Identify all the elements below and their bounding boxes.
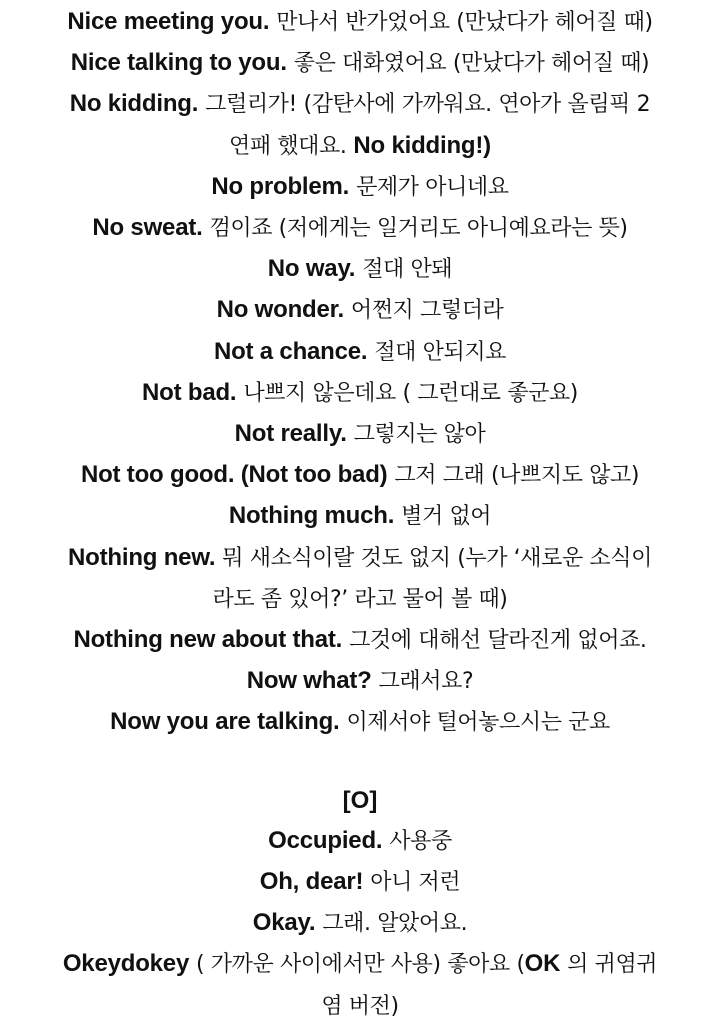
phrase-korean: 껌이죠 (저에게는 일거리도 아니예요라는 뜻)	[209, 216, 628, 242]
phrase-korean: 그래. 알았어요.	[322, 911, 468, 937]
phrase-korean: 문제가 아니네요	[356, 174, 509, 200]
section-o-list	[0, 821, 720, 1027]
phrase-line	[0, 496, 720, 537]
phrase-line	[0, 903, 720, 944]
phrase-line	[0, 661, 720, 702]
phrase-line	[0, 84, 720, 125]
phrase-line	[0, 2, 720, 43]
phrase-line	[0, 862, 720, 903]
phrase-line-continued	[0, 579, 720, 620]
phrase-korean: 나쁘지 않은데요 ( 그런대로 좋군요)	[243, 380, 578, 406]
phrase-korean: 그래서요?	[378, 669, 474, 695]
phrase-english: Nothing new.	[68, 543, 216, 571]
phrase-korean: 그것에 대해선 달라진게 없어죠.	[349, 628, 647, 654]
phrase-korean: ( 가까운 사이에서만 사용) 좋아요 (	[196, 952, 525, 978]
phrase-line	[0, 249, 720, 290]
phrase-english: No sweat.	[92, 214, 203, 242]
phrase-english: Nice talking to you.	[70, 49, 287, 77]
section-n-list	[0, 2, 720, 744]
phrase-korean: 라도 좀 있어?’ 라고 물어 볼 때)	[212, 586, 508, 612]
phrase-korean: 절대 안돼	[362, 257, 453, 283]
phrase-english: Not a chance.	[213, 337, 368, 365]
phrase-english: Occupied.	[268, 826, 383, 854]
phrase-line	[0, 620, 720, 661]
phrase-english: Now what?	[246, 667, 372, 695]
phrase-english: Okay.	[252, 909, 316, 937]
phrase-korean-tail: 의 귀염귀	[567, 952, 658, 978]
phrase-english-tail: OK	[524, 950, 561, 978]
phrase-english: Nice meeting you.	[67, 8, 270, 35]
phrase-line	[0, 373, 720, 414]
phrase-english: Okeydokey	[62, 950, 190, 978]
phrase-line	[0, 208, 720, 249]
phrase-korean: 이제서야 털어놓으시는 군요	[346, 710, 610, 736]
phrase-english: Not bad.	[142, 378, 237, 406]
phrase-line	[0, 167, 720, 208]
phrase-line	[0, 43, 720, 84]
phrase-korean: 연패 했대요.	[229, 133, 347, 159]
phrase-line	[0, 538, 720, 579]
phrase-english: Nothing much.	[228, 502, 395, 530]
phrase-line	[0, 332, 720, 373]
phrase-english: No wonder.	[216, 296, 344, 324]
phrase-english: Not really.	[234, 420, 347, 448]
phrase-line	[0, 414, 720, 455]
phrase-english: Oh, dear!	[259, 868, 364, 896]
phrase-korean: 그저 그래 (나쁘지도 않고)	[394, 463, 640, 489]
phrase-english-tail: No kidding!)	[353, 131, 491, 159]
phrase-line	[0, 702, 720, 743]
phrase-korean: 어쩐지 그렇더라	[350, 298, 504, 324]
phrase-english: Not too good. (Not too bad)	[80, 461, 388, 489]
phrase-korean: 그럴리가! (감탄사에 가까워요. 연아가 올림픽 2	[205, 92, 651, 118]
phrase-korean: 만나서 반가었어요 (만났다가 헤어질 때)	[276, 10, 653, 35]
phrase-english: Nothing new about that.	[73, 626, 343, 654]
phrase-korean: 그렇지는 않아	[353, 422, 486, 448]
phrase-korean: 절대 안되지요	[374, 339, 507, 365]
section-o-heading: [O]	[342, 786, 378, 814]
phrase-english: Now you are talking.	[110, 708, 340, 736]
phrase-line	[0, 455, 720, 496]
phrase-english: No kidding.	[69, 90, 199, 118]
phrase-english: No way.	[267, 255, 356, 283]
phrase-line	[0, 290, 720, 331]
phrase-line	[0, 821, 720, 862]
phrase-english: No problem.	[211, 172, 350, 200]
phrase-korean: 염 버전)	[321, 993, 399, 1019]
phrase-line-continued	[0, 986, 720, 1027]
phrase-korean: 별거 없어	[401, 504, 492, 530]
phrase-line-continued	[0, 126, 720, 167]
section-gap	[0, 744, 720, 781]
phrase-korean: 아니 저런	[370, 870, 461, 896]
phrase-line	[0, 944, 720, 985]
phrase-korean: 사용중	[389, 828, 452, 854]
phrase-korean: 좋은 대화였어요 (만났다가 헤어질 때)	[293, 51, 650, 77]
phrase-korean: 뭐 새소식이랄 것도 없지 (누가 ‘새로운 소식이	[222, 545, 652, 571]
